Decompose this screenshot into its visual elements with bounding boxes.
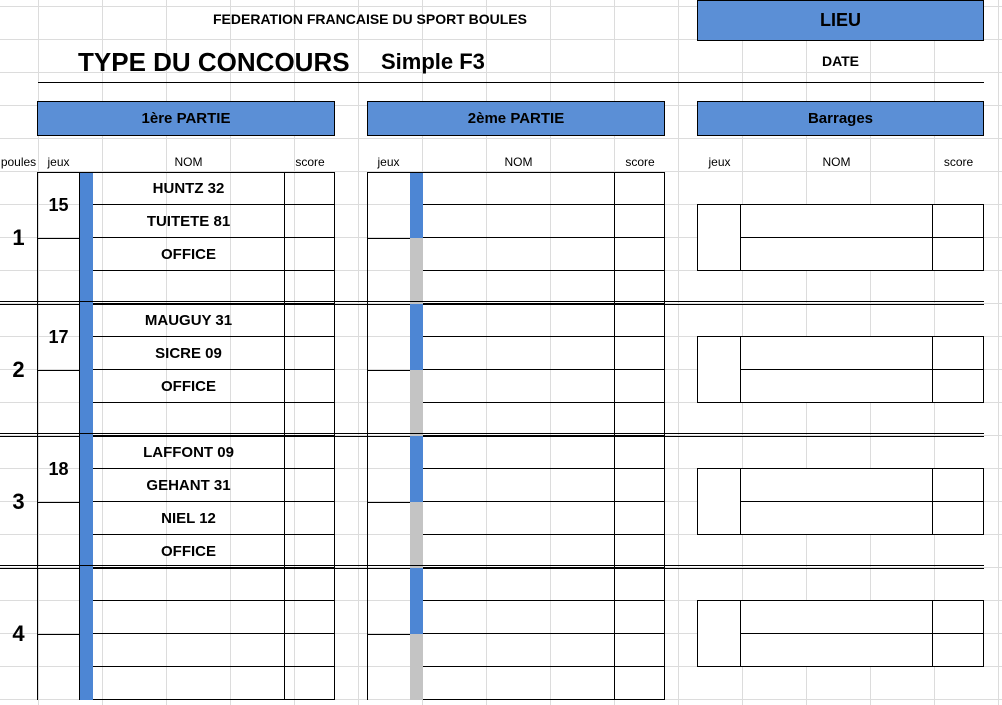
score-cell[interactable] — [614, 535, 665, 568]
team-color-bar — [410, 304, 423, 370]
score-cell[interactable] — [614, 634, 665, 667]
score-cell[interactable] — [614, 469, 665, 502]
team-color-bar-empty — [410, 370, 423, 436]
score-cell[interactable] — [614, 304, 665, 337]
col-header-jeux-3: jeux — [708, 155, 731, 169]
score-cell[interactable] — [284, 403, 335, 436]
col-header-jeux-1: jeux — [47, 155, 70, 169]
player-name-cell[interactable] — [93, 403, 284, 436]
barrage-name-cell[interactable] — [742, 602, 931, 633]
player-name-cell[interactable]: OFFICE — [93, 535, 284, 568]
col-header-score-2: score — [625, 155, 655, 169]
player-name-cell[interactable] — [93, 568, 284, 601]
score-cell[interactable] — [284, 502, 335, 535]
col-header-score-1: score — [295, 155, 325, 169]
score-cell[interactable] — [284, 304, 335, 337]
barrage-score-cell[interactable] — [934, 238, 982, 269]
player-name-cell[interactable]: LAFFONT 09 — [93, 436, 284, 469]
barrage-jeux-cell[interactable] — [699, 602, 739, 665]
player-name-cell[interactable] — [423, 403, 614, 436]
score-cell[interactable] — [614, 601, 665, 634]
score-cell[interactable] — [614, 403, 665, 436]
score-cell[interactable] — [284, 634, 335, 667]
lieu-cell[interactable]: LIEU — [697, 0, 984, 41]
player-name-cell[interactable] — [423, 667, 614, 700]
table-top-border — [37, 172, 335, 173]
barrage-name-cell[interactable] — [742, 370, 931, 401]
player-name-cell[interactable]: NIEL 12 — [93, 502, 284, 535]
barrage-jeux-cell[interactable] — [699, 338, 739, 401]
jeux-cell-divider — [367, 370, 410, 371]
barrage-score-cell[interactable] — [934, 502, 982, 533]
team-color-bar — [80, 304, 93, 436]
col-header-jeux-2: jeux — [377, 155, 400, 169]
poule-number: 2 — [12, 357, 25, 382]
table-top-border — [367, 172, 665, 173]
barrage-name-cell[interactable] — [742, 634, 931, 665]
jeux-cell-divider — [37, 238, 80, 239]
section-partie-1[interactable]: 1ère PARTIE — [37, 101, 335, 136]
player-name-cell[interactable] — [423, 436, 614, 469]
barrage-score-cell[interactable] — [934, 338, 982, 369]
score-cell[interactable] — [284, 601, 335, 634]
section-barrages[interactable]: Barrages — [697, 101, 984, 136]
team-color-bar — [80, 436, 93, 568]
player-name-cell[interactable] — [423, 238, 614, 271]
col-header-score-3: score — [943, 155, 974, 169]
player-name-cell[interactable] — [93, 634, 284, 667]
score-cell[interactable] — [284, 238, 335, 271]
team-color-bar-empty — [410, 238, 423, 304]
jeux-value[interactable] — [38, 584, 79, 618]
player-name-cell[interactable]: OFFICE — [93, 370, 284, 403]
barrage-name-cell[interactable] — [742, 238, 931, 269]
score-cell[interactable] — [284, 172, 335, 205]
score-cell[interactable] — [284, 469, 335, 502]
score-cell[interactable] — [614, 337, 665, 370]
player-name-cell[interactable] — [423, 568, 614, 601]
federation-title: FEDERATION FRANCAISE DU SPORT BOULES — [213, 11, 527, 27]
jeux-cell-divider — [367, 634, 410, 635]
team-color-bar — [80, 568, 93, 700]
team-color-bar-empty — [410, 634, 423, 700]
player-name-cell[interactable] — [423, 370, 614, 403]
barrage-score-cell[interactable] — [934, 206, 982, 237]
player-name-cell[interactable] — [423, 304, 614, 337]
barrage-name-cell[interactable] — [742, 338, 931, 369]
player-name-cell[interactable] — [93, 601, 284, 634]
poule-number: 1 — [12, 225, 25, 250]
team-color-bar-empty — [410, 502, 423, 568]
player-name-cell[interactable]: OFFICE — [93, 238, 284, 271]
barrage-score-cell[interactable] — [934, 470, 982, 501]
player-name-cell[interactable] — [423, 601, 614, 634]
player-name-cell[interactable]: SICRE 09 — [93, 337, 284, 370]
score-cell[interactable] — [614, 436, 665, 469]
player-name-cell[interactable] — [423, 337, 614, 370]
jeux-value[interactable]: 18 — [48, 458, 69, 479]
score-cell[interactable] — [614, 502, 665, 535]
team-color-bar — [80, 172, 93, 304]
type-concours-value[interactable]: Simple F3 — [381, 49, 485, 74]
barrage-name-cell[interactable] — [742, 470, 931, 501]
type-concours-label: TYPE DU CONCOURS — [78, 46, 350, 77]
team-color-bar — [410, 436, 423, 502]
barrage-name-cell[interactable] — [742, 502, 931, 533]
score-cell[interactable] — [284, 568, 335, 601]
score-cell[interactable] — [284, 667, 335, 700]
jeux-value[interactable]: 15 — [48, 194, 69, 215]
score-cell[interactable] — [284, 436, 335, 469]
score-cell[interactable] — [614, 568, 665, 601]
barrage-name-cell[interactable] — [742, 206, 931, 237]
col-header-nom-3: NOM — [822, 155, 851, 169]
barrage-score-cell[interactable] — [934, 602, 982, 633]
col-header-nom-1: NOM — [174, 155, 203, 169]
jeux-value[interactable]: 17 — [48, 326, 69, 347]
player-name-cell[interactable] — [93, 667, 284, 700]
player-name-cell[interactable] — [423, 271, 614, 304]
jeux-cell-divider — [37, 502, 80, 503]
score-cell[interactable] — [614, 667, 665, 700]
jeux-cell-divider — [367, 502, 410, 503]
player-name-cell[interactable]: TUITETE 81 — [93, 205, 284, 238]
player-name-cell[interactable] — [423, 172, 614, 205]
player-name-cell[interactable] — [93, 271, 284, 304]
score-cell[interactable] — [284, 535, 335, 568]
score-cell[interactable] — [284, 271, 335, 304]
player-name-cell[interactable]: GEHANT 31 — [93, 469, 284, 502]
team-color-bar — [410, 568, 423, 634]
score-cell[interactable] — [614, 172, 665, 205]
score-cell[interactable] — [284, 337, 335, 370]
col-header-nom-2: NOM — [504, 155, 533, 169]
col-header-poules: poules — [0, 155, 37, 169]
score-cell[interactable] — [284, 370, 335, 403]
player-name-cell[interactable] — [423, 634, 614, 667]
barrage-jeux-cell[interactable] — [699, 206, 739, 269]
player-name-cell[interactable] — [423, 535, 614, 568]
poule-number: 3 — [12, 489, 25, 514]
player-name-cell[interactable]: HUNTZ 32 — [93, 172, 284, 205]
team-color-bar — [410, 172, 423, 238]
poule-number: 4 — [12, 621, 25, 646]
jeux-cell-divider — [37, 634, 80, 635]
player-name-cell[interactable] — [423, 469, 614, 502]
player-name-cell[interactable]: MAUGUY 31 — [93, 304, 284, 337]
barrage-jeux-cell[interactable] — [699, 470, 739, 533]
player-name-cell[interactable] — [423, 502, 614, 535]
section-partie-2[interactable]: 2ème PARTIE — [367, 101, 665, 136]
score-cell[interactable] — [614, 238, 665, 271]
barrage-score-cell[interactable] — [934, 634, 982, 665]
jeux-cell-divider — [37, 370, 80, 371]
header-divider — [38, 82, 984, 83]
score-cell[interactable] — [614, 205, 665, 238]
score-cell[interactable] — [614, 370, 665, 403]
jeux-cell-divider — [367, 238, 410, 239]
date-cell[interactable]: DATE — [821, 53, 860, 69]
barrage-score-cell[interactable] — [934, 370, 982, 401]
player-name-cell[interactable] — [423, 205, 614, 238]
score-cell[interactable] — [614, 271, 665, 304]
score-cell[interactable] — [284, 205, 335, 238]
